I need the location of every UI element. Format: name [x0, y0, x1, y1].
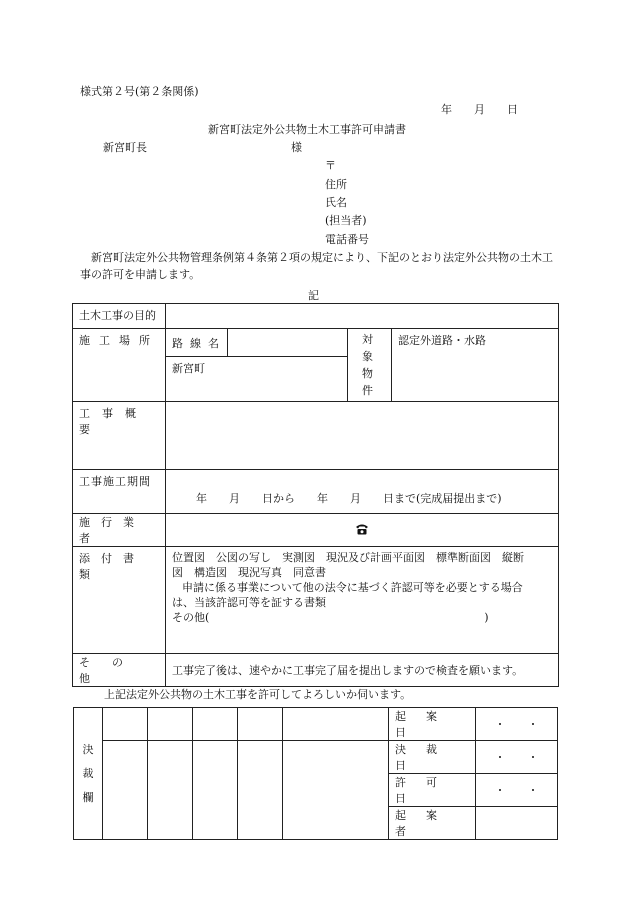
name-label: 氏名 — [325, 196, 347, 209]
attachments-line-5: その他( ) — [172, 611, 489, 624]
decision-date-label: 決裁日 — [395, 743, 457, 772]
attachments-line-4: は、当該許認可等を証する書類 — [172, 596, 326, 609]
decision-date-value: ・ ・ — [494, 751, 539, 764]
approval-stamp-8[interactable] — [193, 741, 238, 840]
postal-mark: 〒 — [325, 159, 336, 172]
target-value: 認定外道路・水路 — [398, 334, 486, 347]
ki-heading: 記 — [308, 289, 319, 302]
approval-table — [73, 707, 558, 840]
other-row — [73, 654, 559, 687]
summary-field[interactable] — [166, 402, 559, 470]
phone-label: 電話番号 — [325, 233, 369, 246]
form-title: 新宮町法定外公共物土木工事許可申請書 — [208, 123, 406, 136]
approval-row-1 — [74, 708, 558, 741]
period-value: 年 月 日から 年 月 日まで(完成届提出まで) — [196, 491, 502, 505]
approval-stamp-6[interactable] — [103, 741, 148, 840]
approval-stamp-10[interactable] — [283, 741, 389, 840]
target-label: 対象物件 — [362, 333, 381, 397]
location-row — [73, 329, 559, 357]
attachments-line-2: 図 構造図 現況写真 同意書 — [172, 566, 326, 579]
form-number: 様式第２号(第２条関係) — [80, 85, 199, 98]
addressee: 新宮町長 — [103, 141, 147, 154]
attachments-label: 添付書類 — [79, 552, 145, 581]
permit-date-label: 許可日 — [395, 776, 457, 805]
person-in-charge-label: (担当者) — [325, 214, 367, 227]
period-row — [73, 470, 559, 514]
application-date: 年 月 日 — [441, 103, 518, 116]
location-label: 施工場所 — [79, 334, 159, 347]
attachments-line-3: 申請に係る事業について他の法令に基づく許認可等を必要とする場合 — [182, 581, 523, 594]
purpose-row — [73, 304, 559, 329]
approval-stamp-2[interactable] — [148, 708, 193, 741]
drafter-field[interactable] — [476, 807, 558, 840]
purpose-label: 土木工事の目的 — [79, 309, 156, 322]
draft-date-label: 起案日 — [395, 710, 457, 739]
approval-stamp-3[interactable] — [193, 708, 238, 741]
town-name: 新宮町 — [172, 362, 205, 375]
approval-note: 上記法定外公共物の土木工事を許可してよろしいか伺います。 — [104, 688, 412, 701]
address-label: 住所 — [325, 178, 347, 191]
period-label: 工事施工期間 — [79, 475, 151, 488]
contractor-field[interactable] — [166, 514, 559, 547]
attachments-line-1: 位置図 公図の写し 実測図 現況及び計画平面図 標準断面図 縦断 — [172, 551, 524, 564]
contractor-label: 施行業者 — [79, 516, 145, 545]
approval-stamp-4[interactable] — [238, 708, 283, 741]
other-label: その他 — [79, 656, 145, 685]
application-table — [72, 303, 559, 687]
permit-date-value: ・ ・ — [494, 784, 539, 797]
approval-row-2 — [74, 741, 558, 774]
approval-stamp-5[interactable] — [283, 708, 389, 741]
approval-stamp-9[interactable] — [238, 741, 283, 840]
contractor-row — [73, 514, 559, 547]
drafter-label: 起案者 — [395, 809, 457, 838]
summary-row — [73, 402, 559, 470]
purpose-field[interactable] — [166, 304, 559, 329]
route-name-field[interactable] — [228, 329, 348, 357]
approval-column-label: 決裁欄 — [82, 742, 94, 804]
other-value: 工事完了後は、速やかに工事完了届を提出しますので検査を願います。 — [172, 664, 524, 677]
route-name-label: 路線名 — [172, 337, 226, 350]
approval-stamp-1[interactable] — [103, 708, 148, 741]
draft-date-value: ・ ・ — [494, 718, 539, 731]
honorific: 様 — [291, 141, 302, 154]
application-statement: 新宮町法定外公共物管理条例第４条第２項の規定により、下記のとおり法定外公共物の土木工事の許可を申請します。 — [80, 251, 553, 281]
telephone-icon — [355, 523, 369, 538]
summary-label: 工事概要 — [79, 407, 148, 436]
approval-stamp-7[interactable] — [148, 741, 193, 840]
attachments-row — [73, 547, 559, 654]
